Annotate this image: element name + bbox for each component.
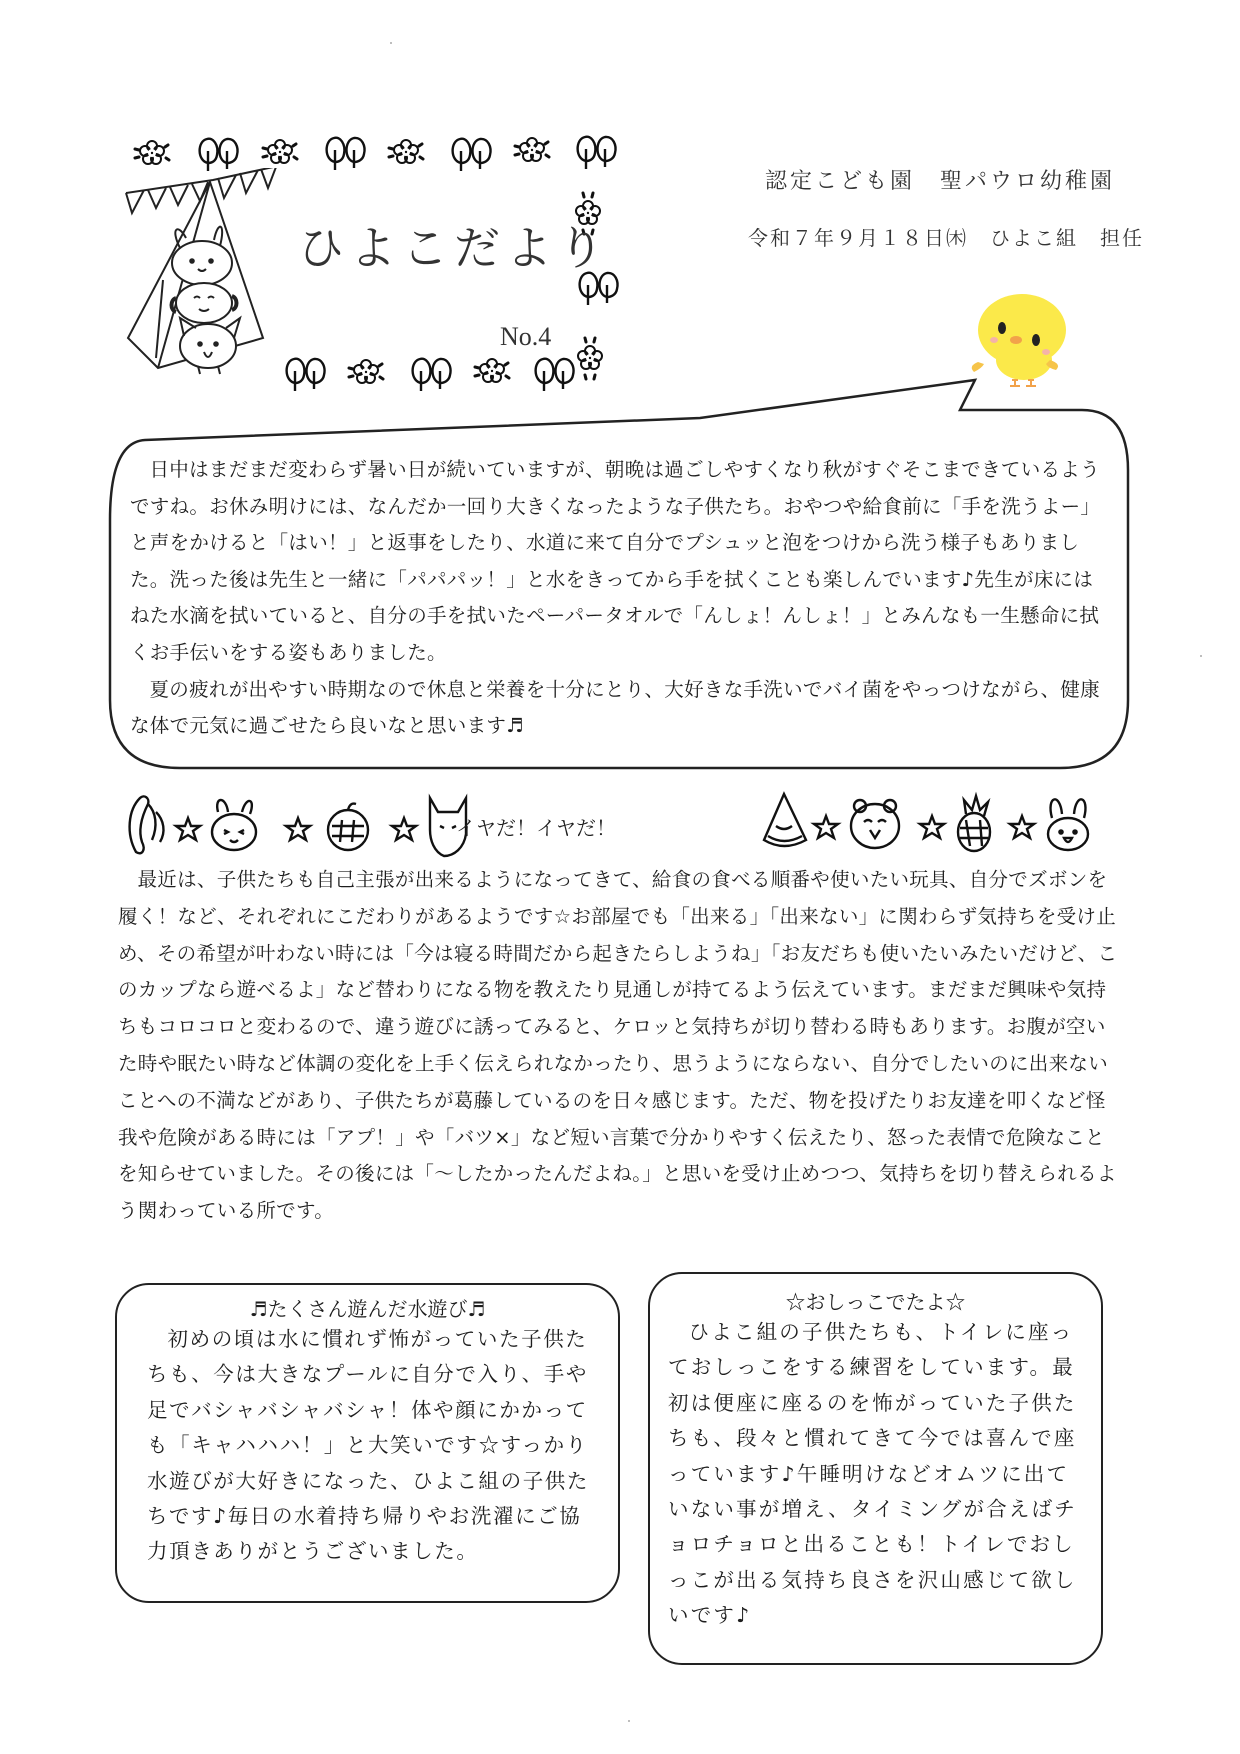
star-icon	[920, 816, 944, 838]
potty-training-title: ☆おしっこでたよ☆	[785, 1290, 966, 1314]
section-body	[118, 862, 1118, 1230]
rabbit-icon	[1048, 799, 1088, 850]
bear-icon	[851, 800, 899, 848]
water-play-title: ♬たくさん遊んだ水遊び♬	[249, 1297, 486, 1321]
water-play-box	[115, 1283, 620, 1603]
section-paragraph: 最近は、子供たちも自己主張が出来るようになってきて、給食の食べる順番や使いたい玩具、自分でズボンを履く！など、それぞれにこだわりがあるようです☆お部屋でも「出来る」「出来ない」に関わらず気持ちを受け止め、その希望が叶わない時には「今は寝る時間だから起きたらしようね」「お友だちも使いたいみたいだけど、このカップなら遊べるよ」など替わりになる物を教えたり見通しが持てるよう伝えています。まだまだ興味や気持ちもコロコロと変わるので、違う遊びに誘ってみると、ケロッと気持ちが切り替わる時もあります。お腹が空いた時や眠たい時など体調の変化を上手く伝えられなかったり、思うようにならない、自分でしたいのに出来ないことへの不満などがあり、子供たちが葛藤しているのを日々感じます。ただ、物を投げたりお友達を叩くなど怪我や危険がある時には「アプ！」や「バツ×」など短い言葉で分かりやすく伝えたり、怒った表情で危険なことを知らせていました。その後には「～したかったんだよね。」と思いを受け止めつつ、気持ちを切り替えられるよう関わっている所です。	[118, 868, 1118, 1223]
scan-speck	[628, 1720, 630, 1722]
date-class-teacher: 令和７年９月１８日㈭ ひよこ組 担任	[748, 226, 1144, 250]
banana-icon	[130, 796, 164, 853]
potty-training-box	[648, 1272, 1103, 1665]
potty-training-body: ひよこ組の子供たちも、トイレに座っておしっこをする練習をしています。最初は便座に座るのを怖がっていた子供たちも、段々と慣れてきて今では喜んで座っています♪午睡明けなどオムツに出ていない事が増え、タイミングが合えばチョロチョロと出ることも！トイレでおしっこが出る気持ち良さを沢山感じて欲しいです♪	[668, 1320, 1078, 1628]
section-title: イヤだ！イヤだ！	[456, 816, 616, 840]
star-icon	[286, 818, 310, 840]
newsletter-title: ひよこだより	[298, 221, 610, 275]
pineapple-icon	[958, 796, 990, 851]
school-name: 認定こども園 聖パウロ幼稚園	[765, 169, 1116, 194]
icon-row-right	[760, 788, 1120, 858]
intro-paragraph: 日中はまだまだ変わらず暑い日が続いていますが、朝晩は過ごしやすくなり秋がすぐそこまできているようですね。お休み明けには、なんだか一回り大きくなったような子供たち。おやつや給食前に「手を洗うよー」と声をかけると「はい！」と返事をしたり、水道に来て自分でプシュッと泡をつけから洗う様子もありました。洗った後は先生と一緒に「パパパッ！」と水をきってから手を拭くことも楽しんでいます♪先生が床にはねた水滴を拭いていると、自分の手を拭いたペーパータオルで「んしょ！んしょ！」とみんなも一生懸命に拭くお手伝いをする姿もありました。	[130, 458, 1101, 664]
intro-paragraph: 夏の疲れが出やすい時期なので休息と栄養を十分にとり、大好きな手洗いでバイ菌をやっつけながら、健康な体で元気に過ごせたら良いなと思います♬	[130, 677, 1100, 738]
star-icon	[176, 818, 200, 840]
scan-speck	[390, 42, 392, 44]
intro-message	[130, 452, 1105, 745]
water-play-body: 初めの頃は水に慣れず怖がっていた子供たちも、今は大きなプールに自分で入り、手や足でバシャバシャバシャ！体や顔にかかっても「キャハハハ！」と大笑いです☆すっかり水遊びが大好きになった、ひよこ組の子供たちです♪毎日の水着持ち帰りやお洗濯にご協力頂きありがとうございました。	[147, 1327, 589, 1564]
scan-speck	[1200, 655, 1202, 657]
issue-number: No.4	[500, 322, 552, 351]
star-icon	[814, 816, 838, 838]
star-icon	[1010, 816, 1034, 838]
rabbit-icon	[212, 800, 256, 850]
star-icon	[392, 818, 416, 840]
melon-icon	[328, 804, 368, 850]
watermelon-icon	[764, 794, 806, 846]
